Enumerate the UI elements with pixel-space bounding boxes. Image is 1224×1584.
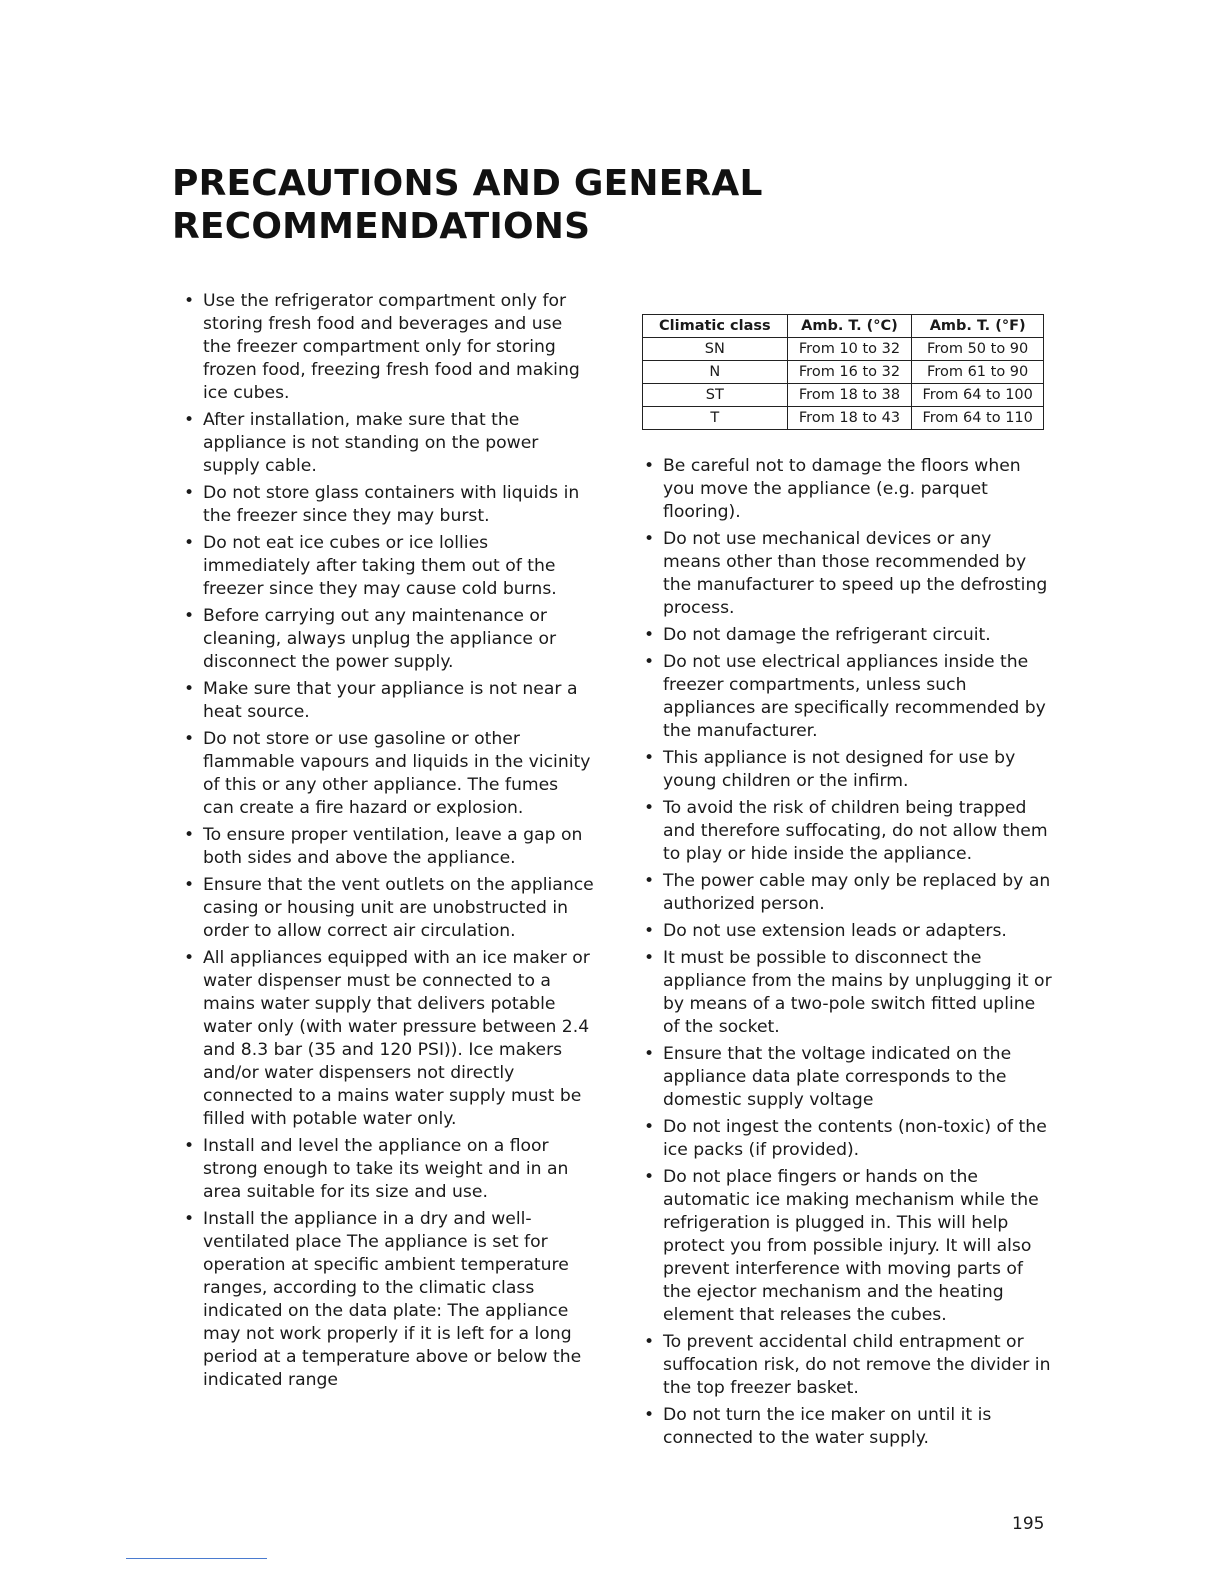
list-item: • Do not use mechanical devices or any means other than those recommended by the manufacturer to speed up the defrosting process. bbox=[644, 528, 1054, 620]
list-item: • Install and level the appliance on a floor strong enough to take its weight and in an area suitable for its size and use. bbox=[184, 1135, 594, 1204]
table-row bbox=[643, 407, 1044, 430]
table-cell: T bbox=[643, 407, 788, 430]
page-number: 195 bbox=[1012, 1514, 1045, 1534]
list-item: • Do not turn the ice maker on until it is connected to the water supply. bbox=[644, 1404, 1054, 1450]
list-item: • Install the appliance in a dry and well-ventilated place The appliance is set for operation at specific ambient temperature ranges, according to the climatic class indicated on the data plate: The appliance may not work properly if it is left for a long period at a temperature above or below the indicated range bbox=[184, 1208, 594, 1392]
left-column bbox=[184, 290, 594, 1396]
table-cell: From 10 to 32 bbox=[787, 338, 912, 361]
table-cell: ST bbox=[643, 384, 788, 407]
list-item: • Use the refrigerator compartment only for storing fresh food and beverages and use the freezer compartment only for storing frozen food, freezing fresh food and making ice cubes. bbox=[184, 290, 594, 405]
list-item: • All appliances equipped with an ice maker or water dispenser must be connected to a mains water supply that delivers potable water only (with water pressure between 2.4 and 8.3 bar (35 and 120 PSI)). Ice makers and/or water dispensers not directly connected to a mains water supply must be filled with potable water only. bbox=[184, 947, 594, 1131]
table-header-row bbox=[643, 315, 1044, 338]
list-item: • Do not place fingers or hands on the automatic ice making mechanism while the refrigeration is plugged in. This will help protect you from possible injury. It will also prevent interference with moving parts of the ejector mechanism and the heating element that releases the cubes. bbox=[644, 1166, 1054, 1327]
list-item: • Make sure that your appliance is not near a heat source. bbox=[184, 678, 594, 724]
column-header-climatic-class: Climatic class bbox=[643, 315, 788, 338]
table-row bbox=[643, 338, 1044, 361]
list-item: • Do not store glass containers with liquids in the freezer since they may burst. bbox=[184, 482, 594, 528]
list-item: • Ensure that the voltage indicated on the appliance data plate corresponds to the domestic supply voltage bbox=[644, 1043, 1054, 1112]
list-item: • Do not damage the refrigerant circuit. bbox=[644, 624, 1054, 647]
table-cell: N bbox=[643, 361, 788, 384]
page-title bbox=[172, 162, 763, 248]
list-item: • Do not ingest the contents (non-toxic) of the ice packs (if provided). bbox=[644, 1116, 1054, 1162]
list-item: • To ensure proper ventilation, leave a gap on both sides and above the appliance. bbox=[184, 824, 594, 870]
column-header-amb-temp-f: Amb. T. (°F) bbox=[912, 315, 1044, 338]
table-cell: From 18 to 38 bbox=[787, 384, 912, 407]
table-cell: From 64 to 110 bbox=[912, 407, 1044, 430]
list-item: • This appliance is not designed for use by young children or the infirm. bbox=[644, 747, 1054, 793]
table-row bbox=[643, 384, 1044, 407]
table-cell: SN bbox=[643, 338, 788, 361]
table-cell: From 61 to 90 bbox=[912, 361, 1044, 384]
table-cell: From 64 to 100 bbox=[912, 384, 1044, 407]
page-title-line-1: PRECAUTIONS AND GENERAL bbox=[172, 163, 763, 204]
climatic-class-table bbox=[642, 314, 1044, 430]
list-item: • Before carrying out any maintenance or cleaning, always unplug the appliance or disconnect the power supply. bbox=[184, 605, 594, 674]
list-item: • To avoid the risk of children being trapped and therefore suffocating, do not allow them to play or hide inside the appliance. bbox=[644, 797, 1054, 866]
table-cell: From 50 to 90 bbox=[912, 338, 1044, 361]
right-column bbox=[644, 455, 1054, 1454]
list-item: • Ensure that the vent outlets on the appliance casing or housing unit are unobstructed in order to allow correct air circulation. bbox=[184, 874, 594, 943]
left-bullet-list bbox=[184, 290, 594, 1392]
list-item: • After installation, make sure that the appliance is not standing on the power supply cable. bbox=[184, 409, 594, 478]
list-item: • The power cable may only be replaced by an authorized person. bbox=[644, 870, 1054, 916]
list-item: • Do not use extension leads or adapters. bbox=[644, 920, 1054, 943]
right-bullet-list bbox=[644, 455, 1054, 1450]
footer-divider bbox=[126, 1558, 267, 1559]
list-item: • Do not use electrical appliances inside the freezer compartments, unless such appliances are specifically recommended by the manufacturer. bbox=[644, 651, 1054, 743]
table-row bbox=[643, 361, 1044, 384]
page-title-line-2: RECOMMENDATIONS bbox=[172, 206, 591, 247]
list-item: • Do not store or use gasoline or other flammable vapours and liquids in the vicinity of this or any other appliance. The fumes can create a fire hazard or explosion. bbox=[184, 728, 594, 820]
list-item: • To prevent accidental child entrapment or suffocation risk, do not remove the divider in the top freezer basket. bbox=[644, 1331, 1054, 1400]
table-cell: From 18 to 43 bbox=[787, 407, 912, 430]
list-item: • Do not eat ice cubes or ice lollies immediately after taking them out of the freezer since they may cause cold burns. bbox=[184, 532, 594, 601]
column-header-amb-temp-c: Amb. T. (°C) bbox=[787, 315, 912, 338]
list-item: • Be careful not to damage the floors when you move the appliance (e.g. parquet flooring). bbox=[644, 455, 1054, 524]
list-item: • It must be possible to disconnect the appliance from the mains by unplugging it or by means of a two-pole switch fitted upline of the socket. bbox=[644, 947, 1054, 1039]
table-cell: From 16 to 32 bbox=[787, 361, 912, 384]
